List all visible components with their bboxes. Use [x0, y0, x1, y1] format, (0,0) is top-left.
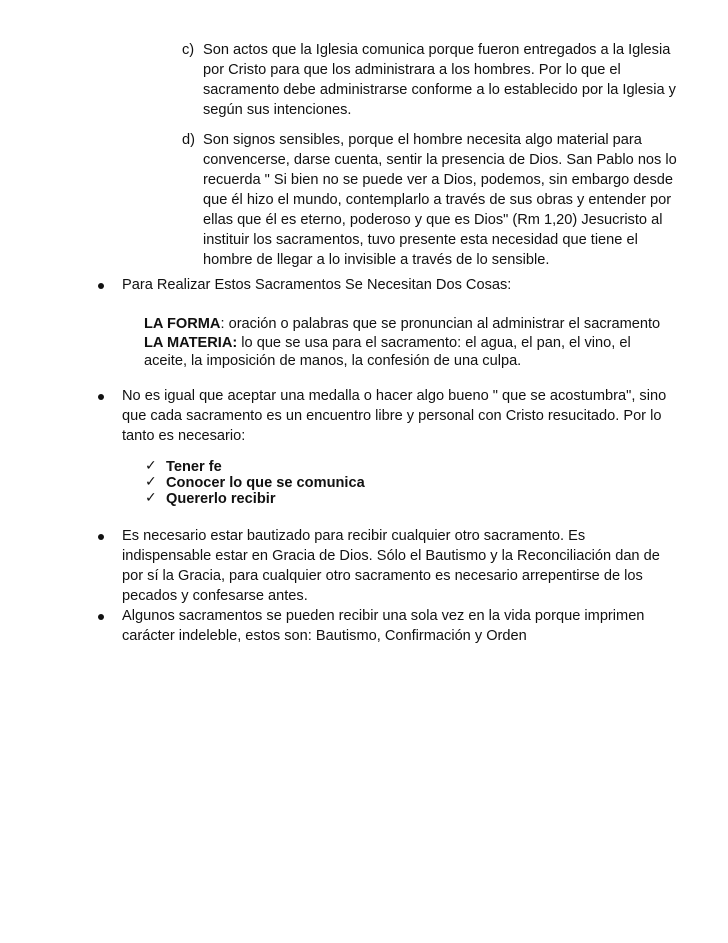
bullet-1-text: Para Realizar Estos Sacramentos Se Necesitan Dos Cosas:: [122, 277, 512, 293]
materia-line-2: aceite, la imposición de manos, la confesión de una culpa.: [144, 353, 522, 369]
forma-line: [144, 314, 660, 335]
check-item: Tener fe: [166, 459, 222, 475]
checkmark-icon: ✓: [145, 474, 157, 490]
item-d-label: d): [182, 132, 195, 148]
item-d-line: hombre de llegar a lo invisible a través de lo sensible.: [203, 252, 550, 268]
forma-text: : oración o palabras que se pronuncian al administrar el sacramento: [220, 316, 661, 332]
forma-label: LA FORMA: [144, 316, 221, 332]
bullet-3-line: por sí la Gracia, para cualquier otro sacramento es necesario arrepentirse de los: [122, 568, 643, 584]
item-d-line: ellas que él es eterno, poderoso y que es Dios" (Rm 1,20) Jesucristo al: [203, 212, 663, 228]
bullet-dot: [98, 534, 104, 540]
item-c-line: Son actos que la Iglesia comunica porque fueron entregados a la Iglesia: [203, 42, 671, 58]
item-c-label: c): [182, 42, 195, 58]
bullet-3-line: indispensable estar en Gracia de Dios. Sólo el Bautismo y la Reconciliación dan de: [122, 548, 660, 564]
item-d-line: convencerse, darse cuenta, sentir la presencia de Dios. San Pablo nos lo: [203, 152, 677, 168]
item-c-line: según sus intenciones.: [203, 102, 352, 118]
item-d-line: que él hizo el mundo, contemplarlo a través de sus obras y entender por: [203, 192, 672, 208]
bullet-4-line: Algunos sacramentos se pueden recibir una sola vez en la vida porque imprimen: [122, 608, 645, 624]
check-item: Quererlo recibir: [166, 491, 276, 507]
bullet-2-line: que cada sacramento es un encuentro libre y personal con Cristo resucitado. Por lo: [122, 408, 662, 424]
bullet-2-line: tanto es necesario:: [122, 428, 246, 444]
bullet-2-line: No es igual que aceptar una medalla o hacer algo bueno " que se acostumbra", sino: [122, 388, 667, 404]
bullet-4-line: carácter indeleble, estos son: Bautismo, Confirmación y Orden: [122, 628, 527, 644]
item-c-line: por Cristo para que los administrara a los hombres. Por lo que el: [203, 62, 621, 78]
item-d-line: Son signos sensibles, porque el hombre necesita algo material para: [203, 132, 642, 148]
checkmark-icon: ✓: [145, 458, 157, 474]
bullet-dot: [98, 614, 104, 620]
item-c-line: sacramento debe administrarse conforme a lo establecido por la Iglesia y: [203, 82, 676, 98]
materia-label: LA MATERIA:: [144, 335, 238, 351]
item-d-line: instituir los sacramentos, tuvo presente esta necesidad que tiene el: [203, 232, 638, 248]
bullet-3-line: pecados y confesarse antes.: [122, 588, 308, 604]
bullet-dot: [98, 283, 104, 289]
checkmark-icon: ✓: [145, 490, 157, 506]
materia-text: lo que se usa para el sacramento: el agua, el pan, el vino, el: [237, 335, 631, 351]
check-item: Conocer lo que se comunica: [166, 475, 365, 491]
bullet-3-line: Es necesario estar bautizado para recibir cualquier otro sacramento. Es: [122, 528, 586, 544]
item-d-line: recuerda " Si bien no se puede ver a Dios, podemos, sin embargo desde: [203, 172, 674, 188]
bullet-dot: [98, 394, 104, 400]
